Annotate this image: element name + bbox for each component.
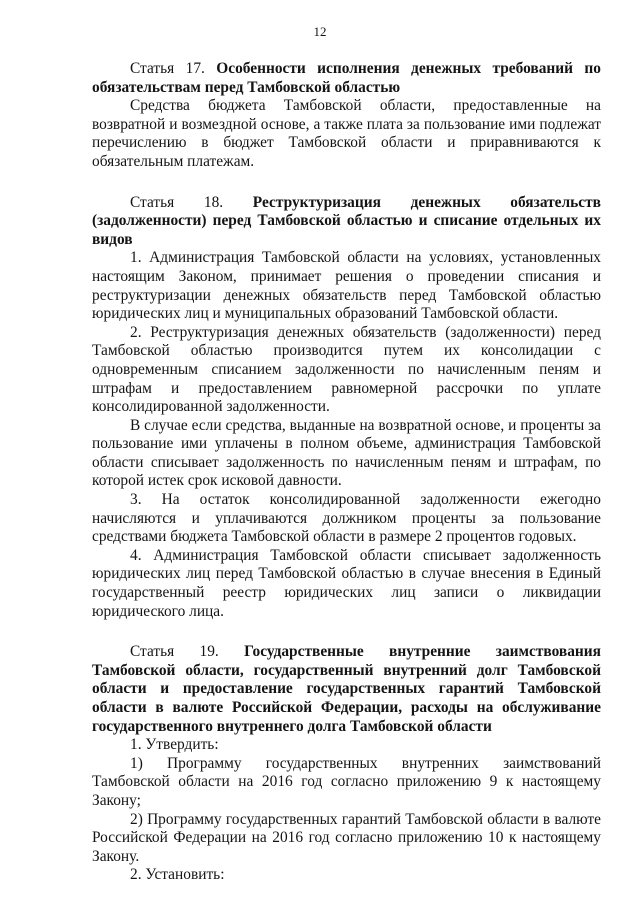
page-number: 12	[313, 24, 327, 39]
article-17-title: Особенности исполнения денежных требований по обязательствам перед Тамбовской областью	[92, 60, 601, 96]
spacer	[92, 621, 601, 643]
article-19-paragraph-2: 1) Программу государственных внутренних заимствований Тамбовской области на 2016 год согласно приложению 9 к настоящему Закону;	[92, 754, 601, 809]
article-17-paragraph-1: Средства бюджета Тамбовской области, предоставленные на возвратной и возмездной основе, а также плата за пользование ими подлежат перечислению в бюджет Тамбовской области и приравниваются к обязательным платежам.	[92, 97, 601, 170]
spacer	[92, 172, 601, 194]
article-18-title: Реструктуризация денежных обязательств (задолженности) перед Тамбовской областью и списание отдельных их видов	[92, 193, 601, 248]
article-19-title: Государственные внутренние заимствования Тамбовской области, государственный внутренний долг Тамбовской области и предоставление государственных гарантий Тамбовской области в валюте Российской Федерации, расходы на обслуживание государственного внутреннего долга Тамбовской области	[92, 643, 601, 735]
article-17-number: Статья 17.	[130, 60, 205, 77]
document-body	[92, 60, 601, 885]
article-18-paragraph-3: В случае если средства, выданные на возвратной основе, и проценты за пользование ими уплачены в полном объеме, администрация Тамбовской области списывает задолженность по начисленным пеням и штрафам, по которой истек срок исковой давности.	[92, 416, 601, 490]
article-18-paragraph-1: 1. Администрация Тамбовской области на условиях, установленных настоящим Законом, принимает решения о проведении списания и реструктуризации денежных обязательств перед Тамбовской областью юридических лиц и муниципальных образований Тамбовской области.	[92, 249, 601, 323]
article-19-paragraph-1: 1. Утвердить:	[130, 736, 219, 754]
article-18-number: Статья 18.	[130, 193, 224, 211]
article-19-paragraph-4: 2. Установить:	[130, 866, 225, 884]
article-18-paragraph-5: 4. Администрация Тамбовской области списывает задолженность юридических лиц перед Тамбовской областью в случае внесения в Единый государственный реестр юридических лиц записи о ликвидации юридического лица.	[92, 546, 601, 620]
article-19-number: Статья 19.	[130, 643, 219, 661]
article-18-paragraph-4: 3. На остаток консолидированной задолженности ежегодно начисляются и уплачиваются должником проценты за пользование средствами бюджета Тамбовской области в размере 2 процентов годовых.	[92, 491, 601, 546]
article-18-paragraph-2: 2. Реструктуризация денежных обязательств (задолженности) перед Тамбовской областью производится путем их консолидации с одновременным списанием задолженности по начисленным пеням и штрафам и предоставлением равномерной рассрочки по уплате консолидированной задолженности.	[92, 323, 601, 416]
article-19-heading	[92, 643, 601, 736]
article-19-paragraph-3: 2) Программу государственных гарантий Тамбовской области в валюте Российской Федерации на 2016 год согласно приложению 10 к настоящему Закону.	[92, 810, 601, 865]
article-18-heading	[92, 194, 601, 250]
article-17-heading	[92, 60, 601, 97]
